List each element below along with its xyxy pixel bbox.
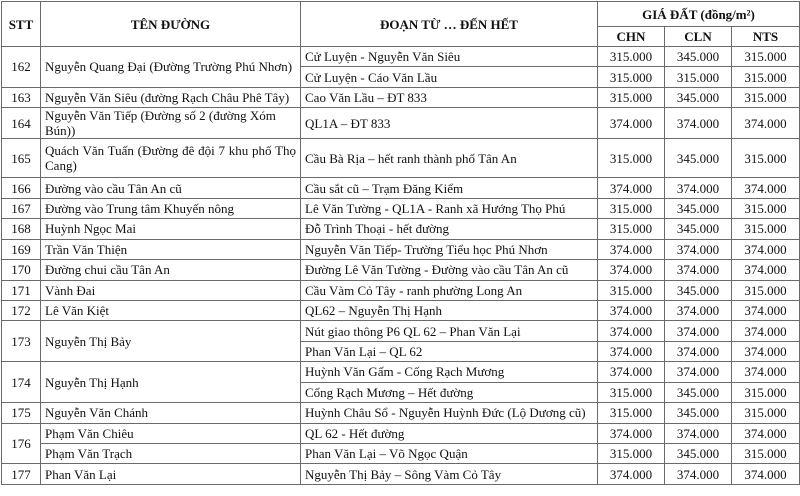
chn-price-cell: 315.000: [598, 87, 665, 107]
street-name-cell: Đường vào cầu Tân An cũ: [41, 178, 301, 198]
nts-price-cell: 315.000: [732, 382, 800, 402]
cln-price-cell: 315.000: [665, 67, 732, 87]
street-name-cell: Vành Đai: [41, 280, 301, 300]
nts-price-cell: 315.000: [732, 67, 800, 87]
cln-price-cell: 345.000: [665, 139, 732, 178]
segment-cell: Đường Lê Văn Tường - Đường vào cầu Tân An cũ: [301, 260, 598, 280]
segment-cell: Cầu sắt cũ – Trạm Đăng Kiểm: [301, 178, 598, 198]
stt-cell: 166: [2, 178, 41, 198]
segment-cell: QL1A – ĐT 833: [301, 108, 598, 139]
nts-price-cell: 315.000: [732, 219, 800, 239]
chn-price-cell: 315.000: [598, 139, 665, 178]
segment-cell: Lê Văn Tường - QL1A - Ranh xã Hướng Thọ Phú: [301, 198, 598, 218]
chn-price-cell: 315.000: [598, 444, 665, 464]
table-row: [2, 47, 800, 67]
cln-price-cell: 345.000: [665, 280, 732, 300]
cln-price-cell: 374.000: [665, 108, 732, 139]
cln-price-cell: 345.000: [665, 444, 732, 464]
cln-price-cell: 345.000: [665, 219, 732, 239]
chn-price-cell: 315.000: [598, 280, 665, 300]
cln-price-cell: 374.000: [665, 300, 732, 320]
street-name-cell: Quách Văn Tuấn (Đường đê đội 7 khu phố Thọ Cang): [41, 139, 301, 178]
segment-cell: QL 62 - Hết đường: [301, 423, 598, 443]
table-row: [2, 403, 800, 423]
cln-price-cell: 374.000: [665, 341, 732, 361]
stt-cell: 174: [2, 362, 41, 403]
chn-price-cell: 374.000: [598, 300, 665, 320]
chn-price-cell: 315.000: [598, 382, 665, 402]
stt-cell: 168: [2, 219, 41, 239]
cln-price-cell: 374.000: [665, 178, 732, 198]
nts-price-cell: 315.000: [732, 280, 800, 300]
nts-price-cell: 374.000: [732, 178, 800, 198]
street-name-cell: Phạm Văn Trạch: [41, 444, 301, 464]
street-name-cell: Huỳnh Ngọc Mai: [41, 219, 301, 239]
stt-cell: 175: [2, 403, 41, 423]
stt-cell: 172: [2, 300, 41, 320]
chn-price-cell: 315.000: [598, 198, 665, 218]
table-row: [2, 280, 800, 300]
header-stt: STT: [2, 2, 41, 47]
chn-price-cell: 374.000: [598, 341, 665, 361]
nts-price-cell: 374.000: [732, 423, 800, 443]
segment-cell: Nguyễn Thị Bảy – Sông Vàm Cỏ Tây: [301, 464, 598, 484]
stt-cell: 165: [2, 139, 41, 178]
table-row: [2, 260, 800, 280]
cln-price-cell: 345.000: [665, 47, 732, 67]
nts-price-cell: 374.000: [732, 341, 800, 361]
header-cln: CLN: [665, 27, 732, 47]
nts-price-cell: 374.000: [732, 464, 800, 484]
table-row: [2, 219, 800, 239]
table-row: [2, 108, 800, 139]
table-row: [2, 239, 800, 259]
nts-price-cell: 315.000: [732, 87, 800, 107]
header-segment: ĐOẠN TỪ … ĐẾN HẾT: [301, 2, 598, 47]
chn-price-cell: 315.000: [598, 403, 665, 423]
table-row: [2, 362, 800, 382]
header-row: [2, 2, 800, 27]
segment-cell: Cầu Bà Rịa – hết ranh thành phố Tân An: [301, 139, 598, 178]
nts-price-cell: 315.000: [732, 198, 800, 218]
segment-cell: Đỗ Trình Thoại - hết đường: [301, 219, 598, 239]
header-nts: NTS: [732, 27, 800, 47]
table-row: [2, 139, 800, 178]
chn-price-cell: 374.000: [598, 362, 665, 382]
cln-price-cell: 345.000: [665, 403, 732, 423]
segment-cell: Cao Văn Lầu – ĐT 833: [301, 87, 598, 107]
chn-price-cell: 374.000: [598, 464, 665, 484]
nts-price-cell: 374.000: [732, 321, 800, 341]
street-name-cell: Nguyễn Văn Siêu (đường Rạch Châu Phê Tây): [41, 87, 301, 107]
land-price-table: [1, 1, 800, 485]
chn-price-cell: 374.000: [598, 321, 665, 341]
table-row: [2, 178, 800, 198]
chn-price-cell: 374.000: [598, 260, 665, 280]
stt-cell: 177: [2, 464, 41, 484]
segment-cell: Huỳnh Châu Sổ - Nguyễn Huỳnh Đức (Lộ Dương cũ): [301, 403, 598, 423]
segment-cell: Nguyễn Văn Tiếp- Trường Tiểu học Phú Nhơn: [301, 239, 598, 259]
cln-price-cell: 374.000: [665, 362, 732, 382]
header-price-group: GIÁ ĐẤT (đồng/m²): [598, 2, 800, 27]
segment-cell: Cử Luyện - Cáo Văn Lầu: [301, 67, 598, 87]
street-name-cell: Nguyễn Văn Chánh: [41, 403, 301, 423]
street-name-cell: Lê Văn Kiệt: [41, 300, 301, 320]
header-chn: CHN: [598, 27, 665, 47]
chn-price-cell: 374.000: [598, 178, 665, 198]
street-name-cell: Trần Văn Thiện: [41, 239, 301, 259]
stt-cell: 162: [2, 47, 41, 88]
nts-price-cell: 374.000: [732, 239, 800, 259]
header-street-name: TÊN ĐƯỜNG: [41, 2, 301, 47]
nts-price-cell: 374.000: [732, 260, 800, 280]
nts-price-cell: 315.000: [732, 47, 800, 67]
street-name-cell: Nguyễn Quang Đại (Đường Trường Phú Nhơn): [41, 47, 301, 88]
table-row: [2, 300, 800, 320]
stt-cell: 164: [2, 108, 41, 139]
nts-price-cell: 374.000: [732, 300, 800, 320]
table-row: [2, 423, 800, 443]
table-row: [2, 198, 800, 218]
table-row: [2, 464, 800, 484]
street-name-cell: Nguyễn Văn Tiếp (Đường số 2 (đường Xóm Bún)): [41, 108, 301, 139]
cln-price-cell: 345.000: [665, 198, 732, 218]
chn-price-cell: 374.000: [598, 108, 665, 139]
segment-cell: Phan Văn Lại – QL 62: [301, 341, 598, 361]
chn-price-cell: 374.000: [598, 239, 665, 259]
chn-price-cell: 315.000: [598, 219, 665, 239]
cln-price-cell: 374.000: [665, 239, 732, 259]
cln-price-cell: 374.000: [665, 321, 732, 341]
street-name-cell: Phạm Văn Chiêu: [41, 423, 301, 443]
stt-cell: 173: [2, 321, 41, 362]
segment-cell: Huỳnh Văn Gấm - Cống Rạch Mương: [301, 362, 598, 382]
segment-cell: Nút giao thông P6 QL 62 – Phan Văn Lại: [301, 321, 598, 341]
chn-price-cell: 315.000: [598, 67, 665, 87]
stt-cell: 169: [2, 239, 41, 259]
cln-price-cell: 345.000: [665, 87, 732, 107]
street-name-cell: Phan Văn Lại: [41, 464, 301, 484]
street-name-cell: Nguyễn Thị Hạnh: [41, 362, 301, 403]
cln-price-cell: 374.000: [665, 260, 732, 280]
segment-cell: Cống Rạch Mương – Hết đường: [301, 382, 598, 402]
table-row: [2, 321, 800, 341]
stt-cell: 176: [2, 423, 41, 464]
nts-price-cell: 315.000: [732, 403, 800, 423]
cln-price-cell: 374.000: [665, 423, 732, 443]
stt-cell: 167: [2, 198, 41, 218]
stt-cell: 170: [2, 260, 41, 280]
cln-price-cell: 345.000: [665, 382, 732, 402]
stt-cell: 171: [2, 280, 41, 300]
nts-price-cell: 374.000: [732, 362, 800, 382]
stt-cell: 163: [2, 87, 41, 107]
cln-price-cell: 374.000: [665, 464, 732, 484]
segment-cell: QL62 – Nguyễn Thị Hạnh: [301, 300, 598, 320]
table-row: [2, 444, 800, 464]
segment-cell: Cử Luyện - Nguyễn Văn Siêu: [301, 47, 598, 67]
street-name-cell: Nguyễn Thị Bảy: [41, 321, 301, 362]
nts-price-cell: 374.000: [732, 108, 800, 139]
table-row: [2, 87, 800, 107]
street-name-cell: Đường chui cầu Tân An: [41, 260, 301, 280]
nts-price-cell: 315.000: [732, 444, 800, 464]
street-name-cell: Đường vào Trung tâm Khuyến nông: [41, 198, 301, 218]
chn-price-cell: 374.000: [598, 423, 665, 443]
segment-cell: Cầu Vàm Cỏ Tây - ranh phường Long An: [301, 280, 598, 300]
segment-cell: Phan Văn Lại – Võ Ngọc Quận: [301, 444, 598, 464]
nts-price-cell: 315.000: [732, 139, 800, 178]
chn-price-cell: 315.000: [598, 47, 665, 67]
